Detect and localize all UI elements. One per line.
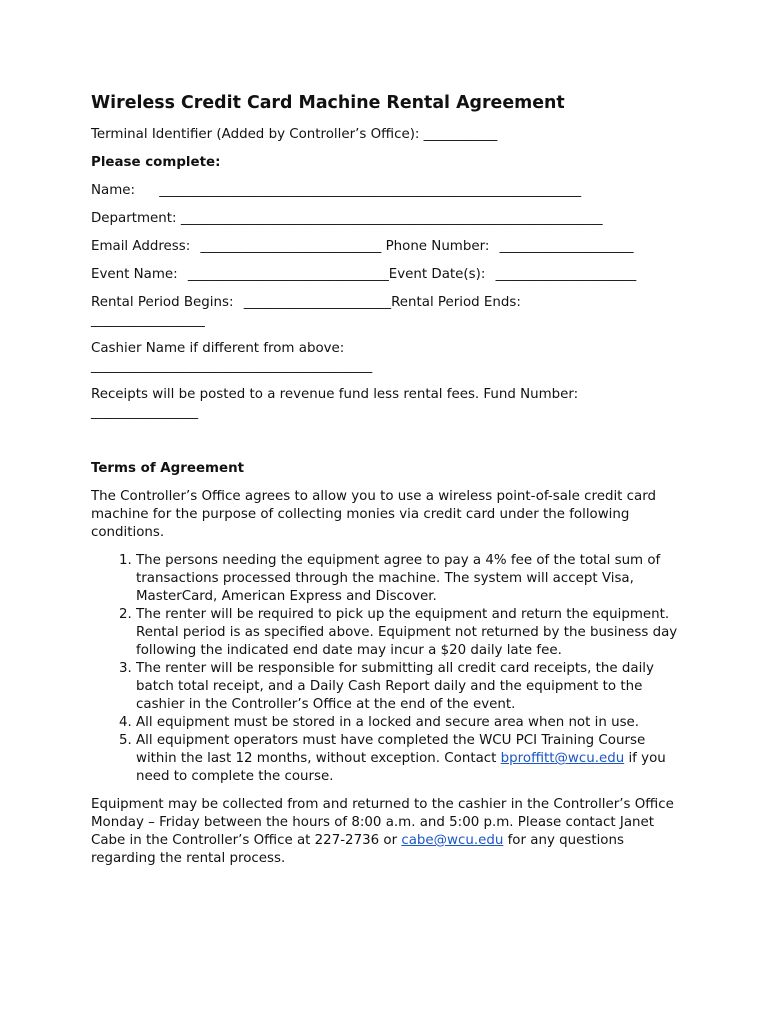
rental-period-row — [91, 294, 686, 330]
cabe-email-link[interactable]: cabe@wcu.edu — [401, 833, 504, 848]
term-item — [136, 732, 686, 786]
document-page — [91, 92, 686, 868]
receipts-text: Receipts will be posted to a revenue fund less rental fees. Fund Number: — [91, 387, 579, 402]
event-dates-blank: _____________________ — [495, 267, 637, 282]
closing-paragraph — [91, 796, 686, 868]
section-spacer — [91, 432, 686, 460]
term-item: 3. The renter will be responsible for submitting all credit card receipts, the daily batch total receipt, and a Daily Cash Report daily and the equipment to the cashier in the Controller’s Office at the end of the event. — [136, 660, 686, 714]
event-dates-label: Event Date(s): — [388, 267, 486, 282]
terms-list — [91, 552, 686, 786]
phone-label: Phone Number: — [385, 239, 490, 254]
event-row — [91, 266, 686, 284]
closing-text-before: Equipment may be collected from and returned to the cashier in the Controller’s Office Monday – Friday between the hours of 8:00 a.m. and 5:00 p.m. Please contact Janet Cabe in the Controller’s Office at 227-2736 or — [91, 797, 674, 848]
rental-ends-blank: _________________ — [91, 313, 205, 328]
department-label: Department: — [91, 211, 177, 226]
term-item: 1. The persons needing the equipment agree to pay a 4% fee of the total sum of transactions processed through the machine. The system will accept Visa, MasterCard, American Express and Discover. — [136, 552, 686, 606]
fund-number-blank: ________________ — [91, 405, 199, 420]
event-name-label: Event Name: — [91, 267, 178, 282]
fund-row — [91, 386, 686, 422]
bproffitt-email-link[interactable]: bproffitt@wcu.edu — [500, 751, 625, 766]
name-row — [91, 182, 686, 200]
rental-begins-label: Rental Period Begins: — [91, 295, 234, 310]
term-item: 2. The renter will be required to pick up the equipment and return the equipment. Rental period is as specified above. Equipment not returned by the business day following the indicated end date may incur a $20 daily late fee. — [136, 606, 686, 660]
cashier-row — [91, 340, 686, 376]
event-name-blank: ______________________________ — [187, 267, 389, 282]
terms-intro: The Controller’s Office agrees to allow you to use a wireless point-of-sale credit card machine for the purpose of collecting monies via credit card under the following conditions. — [91, 489, 657, 540]
name-label: Name: — [91, 183, 136, 198]
phone-blank: ____________________ — [499, 239, 634, 254]
email-phone-row — [91, 238, 686, 256]
rental-ends-label: Rental Period Ends: — [391, 295, 521, 310]
department-row — [91, 210, 686, 228]
email-label: Email Address: — [91, 239, 191, 254]
terms-heading: Terms of Agreement — [91, 461, 244, 476]
term5-text-after: if you need to complete the course. — [136, 751, 666, 784]
term5-text-before: All equipment operators must have completed the WCU PCI Training Course within the last 12 months, without exception. Contact — [136, 733, 646, 766]
closing-text-after: for any questions regarding the rental process. — [91, 833, 624, 866]
rental-begins-blank: ______________________ — [243, 295, 392, 310]
department-blank: _______________________________________________________________ — [180, 211, 603, 226]
term-item: 4. All equipment must be stored in a locked and secure area when not in use. — [136, 714, 686, 732]
terminal-identifier-line: Terminal Identifier (Added by Controller’s Office): ___________ — [91, 127, 498, 142]
cashier-blank: __________________________________________ — [91, 359, 373, 374]
document-title: Wireless Credit Card Machine Rental Agreement — [91, 93, 565, 113]
name-blank: _______________________________________________________________ — [159, 183, 582, 198]
email-blank: ___________________________ — [200, 239, 382, 254]
cashier-label: Cashier Name if different from above: — [91, 341, 345, 356]
please-complete-heading: Please complete: — [91, 155, 221, 170]
